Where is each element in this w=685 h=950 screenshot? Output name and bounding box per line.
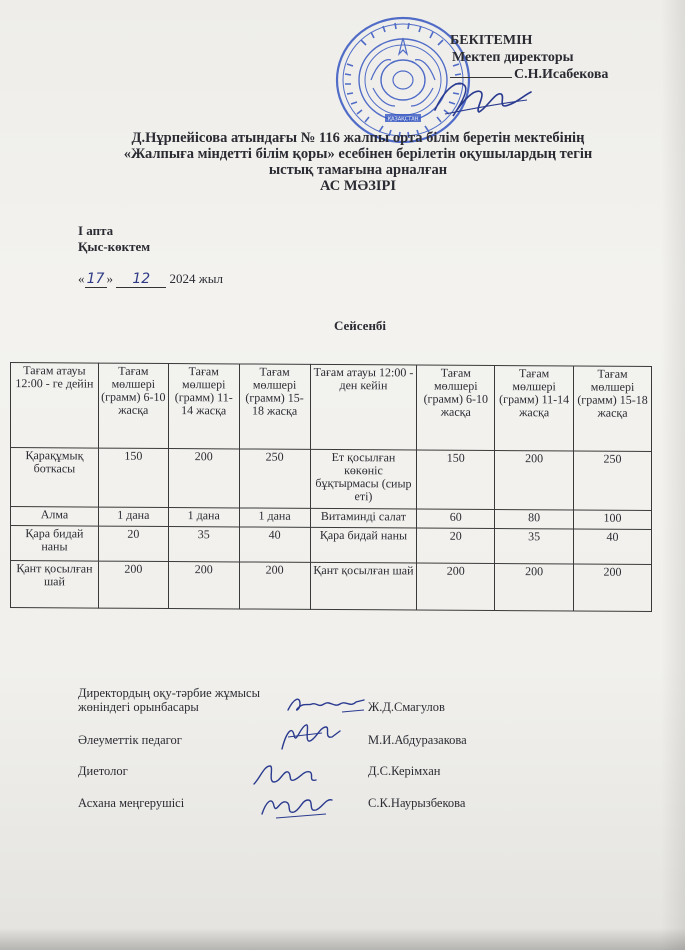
table-cell: 40 (574, 529, 652, 564)
approval-position: Мектеп директоры (452, 50, 574, 65)
table-cell: 20 (417, 528, 495, 563)
signatory-name: Д.С.Керімхан (368, 764, 441, 778)
table-cell: 200 (168, 562, 239, 609)
page-bottom-edge (0, 928, 685, 950)
header-cell: Тағам мөлшері (грамм) 6-10 жасқа (98, 363, 168, 448)
menu-table (10, 362, 652, 612)
table-cell: 200 (495, 451, 574, 510)
table-cell: 20 (98, 526, 168, 561)
table-cell: Қара бидай наны (310, 527, 417, 563)
table-cell: 35 (168, 527, 239, 562)
date-year: 2024 (169, 271, 196, 286)
table-cell: 200 (98, 561, 168, 608)
heading-line-2: «Жалпыға міндетті білім қоры» есебінен берілетін оқушылардың тегін (123, 146, 593, 162)
table-cell: Алма (11, 507, 99, 527)
heading-line-3: ыстық тамағына арналған (268, 162, 448, 178)
table-cell: Қант қосылған шай (11, 561, 99, 609)
signatory-role: Директордың оқу-тәрбие жұмысы (78, 686, 260, 700)
handwritten-signature (274, 719, 344, 755)
table-cell: 80 (495, 510, 574, 529)
season-label: Қыс-көктем (78, 239, 151, 254)
header-cell: Тағам атауы 12:00 - ден кейін (310, 364, 417, 450)
table-cell: 200 (495, 564, 574, 611)
table-row (11, 448, 652, 511)
table-header-row (11, 363, 652, 452)
signatory-role: Диетолог (78, 764, 128, 778)
day-name: Сейсенбі (333, 318, 387, 333)
header-cell: Тағам мөлшері (грамм) 11-14 жасқа (495, 366, 574, 451)
table-cell: 40 (239, 527, 310, 562)
menu-meta (78, 223, 150, 255)
table-cell: Қант қосылған шай (310, 562, 417, 610)
header-cell: Тағам мөлшері (грамм) 6-10 жасқа (417, 365, 495, 450)
table-cell: 35 (495, 529, 574, 564)
table-cell: 250 (239, 449, 310, 508)
signatory-name: Ж.Д.Смагулов (368, 700, 445, 714)
heading-line-1: Д.Нұрпейісова атындағы № 116 жалпы орта білім беретін мектебінің (131, 130, 585, 146)
heading-menu-title: АС МӘЗІРІ (319, 178, 397, 194)
date-open-quote: « (78, 271, 85, 286)
header-cell: Тағам мөлшері (грамм) 15-18 жасқа (239, 364, 310, 449)
table-cell: 60 (417, 509, 495, 528)
table-cell: 1 дана (239, 508, 310, 527)
table-cell: Ет қосылған көкөніс бұқтырмасы (сиыр еті) (310, 449, 417, 509)
approval-title: БЕКІТЕМІН (450, 33, 533, 48)
table-row (11, 561, 652, 612)
signatory-role: Асхана меңгерушісі (78, 796, 185, 810)
table-cell: 100 (574, 510, 652, 529)
date-year-suffix: жыл (198, 271, 223, 286)
page-shadow (661, 0, 685, 950)
handwritten-signature (256, 788, 336, 824)
week-label: I апта (78, 223, 114, 238)
document-heading (80, 130, 636, 194)
table-cell: 200 (574, 564, 652, 611)
table-cell: 200 (168, 449, 239, 508)
header-cell: Тағам мөлшері (грамм) 11-14 жасқа (168, 364, 239, 449)
handwritten-signature (284, 690, 368, 720)
table-cell: 250 (574, 451, 652, 510)
table-row (11, 526, 652, 565)
table-cell: 1 дана (168, 508, 239, 527)
approval-block (450, 32, 650, 83)
table-cell: 1 дана (98, 507, 168, 526)
table-cell: 200 (239, 562, 310, 609)
date-month: 12 (116, 271, 166, 288)
table-cell: Витаминді салат (310, 508, 417, 528)
signatory-name: М.И.Абдуразакова (368, 733, 467, 747)
table-cell: Қара бидай наны (11, 526, 99, 562)
table-cell: 150 (98, 448, 168, 507)
seal-text: ҚАЗАҚСТАН (387, 116, 419, 123)
signature-line (450, 77, 512, 78)
table-cell: 150 (417, 450, 495, 509)
date-close-quote: » (106, 271, 113, 286)
signatory-role: Әлеуметтік педагог (78, 733, 182, 747)
date-line (78, 271, 223, 288)
header-cell: Тағам мөлшері (грамм) 15-18 жасқа (574, 366, 652, 451)
date-day: 17 (85, 271, 107, 288)
table-cell: Қарақұмық боткасы (11, 448, 99, 508)
handwritten-signature (248, 756, 324, 792)
signatory-name: С.К.Наурызбекова (368, 796, 466, 810)
signatory-role-cont: жөніндегі орынбасары (78, 700, 199, 714)
approval-name: С.Н.Исабекова (514, 67, 609, 82)
table-cell: 200 (417, 563, 495, 610)
header-cell: Тағам атауы 12:00 - ге дейін (11, 363, 99, 449)
